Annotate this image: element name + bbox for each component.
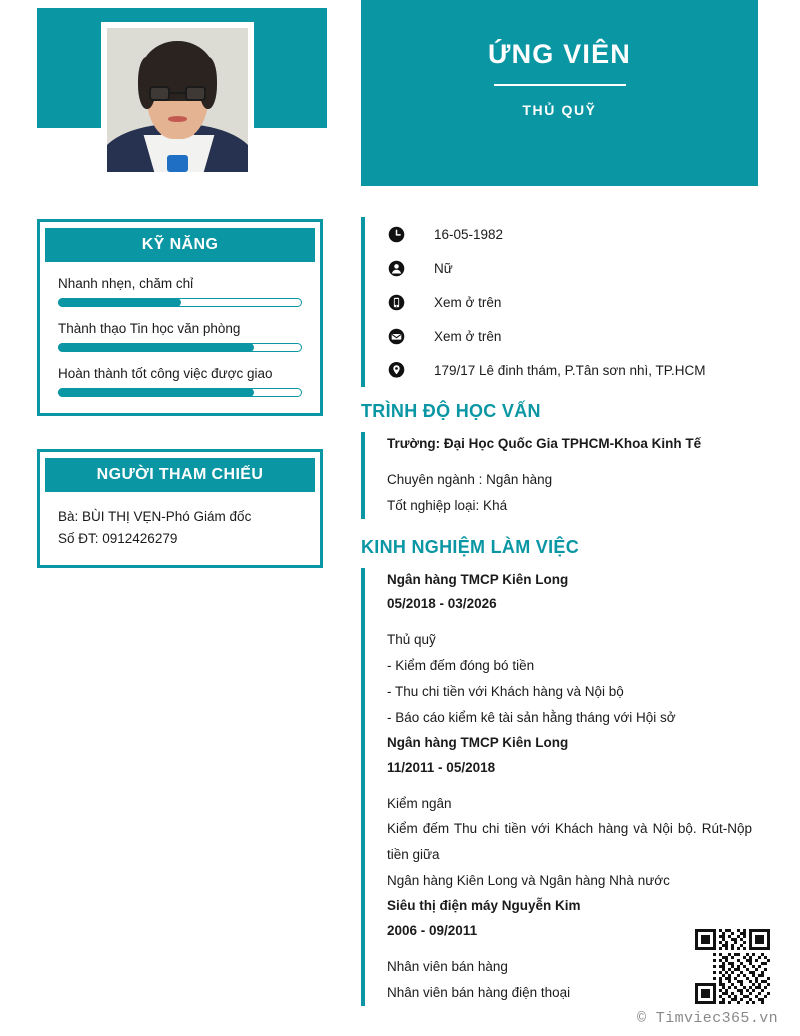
- envelope-icon: [387, 327, 405, 345]
- job-period: 05/2018 - 03/2026: [387, 596, 497, 612]
- avatar-image: [107, 28, 248, 172]
- title-divider: [494, 84, 626, 86]
- contact-row-email: [387, 319, 758, 353]
- skills-body: [40, 262, 320, 413]
- contact-value: Nữ: [434, 260, 453, 276]
- job-period: 2006 - 09/2011: [387, 923, 478, 939]
- skill-item: [58, 276, 302, 307]
- education-block: [361, 432, 758, 519]
- clock-icon: [387, 225, 405, 243]
- experience-entry: [387, 568, 758, 731]
- contact-value: Xem ở trên: [434, 294, 502, 310]
- contact-row-address: [387, 353, 758, 387]
- skill-item: [58, 321, 302, 352]
- skill-progress-track: [58, 343, 302, 352]
- job-company: Ngân hàng TMCP Kiên Long: [387, 734, 569, 750]
- job-role: Nhân viên bán hàng: [387, 958, 508, 974]
- skill-label: Hoàn thành tốt công việc được giao: [58, 366, 273, 381]
- education-major: Chuyên ngành : Ngân hàng: [387, 471, 553, 487]
- job-period: 11/2011 - 05/2018: [387, 759, 496, 775]
- watermark: © Timviec365.vn: [637, 1010, 779, 1027]
- skill-progress-track: [58, 298, 302, 307]
- job-company: Ngân hàng TMCP Kiên Long: [387, 571, 569, 587]
- contact-row-gender: [387, 251, 758, 285]
- qr-code-graphic: [695, 929, 770, 1004]
- contact-info-list: [361, 217, 758, 387]
- job-role: Kiểm ngân: [387, 795, 452, 811]
- contact-value: 179/17 Lê đinh thám, P.Tân sơn nhì, TP.HCM: [434, 362, 706, 378]
- person-icon: [387, 259, 405, 277]
- education-school: Trường: Đại Học Quốc Gia TPHCM-Khoa Kinh Tế: [387, 436, 702, 451]
- skill-progress-fill: [58, 343, 254, 352]
- experience-heading: KINH NGHIỆM LÀM VIỆC: [361, 536, 580, 557]
- references-section: [37, 449, 323, 568]
- contact-row-phone: [387, 285, 758, 319]
- skill-progress-fill: [58, 388, 254, 397]
- education-grade: Tốt nghiệp loại: Khá: [387, 497, 508, 513]
- job-duty: - Báo cáo kiểm kê tài sản hằng tháng với Hội sở: [387, 710, 676, 726]
- job-duty: Ngân hàng Kiên Long và Ngân hàng Nhà nước: [387, 873, 670, 889]
- left-column: [0, 0, 355, 1036]
- reference-name: Bà: BÙI THỊ VẸN-Phó Giám đốc: [58, 509, 252, 524]
- right-column: [361, 0, 758, 1006]
- education-heading: TRÌNH ĐỘ HỌC VẤN: [361, 401, 541, 421]
- job-role: Thủ quỹ: [387, 632, 436, 648]
- contact-value: Xem ở trên: [434, 328, 502, 344]
- job-duty: Nhân viên bán hàng điện thoại: [387, 984, 571, 1000]
- experience-entry: [387, 731, 758, 894]
- job-duty: - Thu chi tiền với Khách hàng và Nội bộ: [387, 684, 624, 700]
- reference-phone: Số ĐT: 0912426279: [58, 531, 178, 547]
- skill-item: [58, 366, 302, 397]
- avatar: [101, 22, 254, 178]
- qr-code: [695, 929, 770, 1004]
- job-duty: Kiểm đếm Thu chi tiền với Khách hàng và Nội bộ. Rút-Nộp tiền giữa: [387, 821, 752, 863]
- location-pin-icon: [387, 361, 405, 379]
- job-duty: - Kiểm đếm đóng bó tiền: [387, 658, 535, 674]
- portrait-illustration: [107, 28, 248, 172]
- skill-progress-track: [58, 388, 302, 397]
- mobile-phone-icon: [387, 293, 405, 311]
- references-heading: NGƯỜI THAM CHIẾU: [45, 458, 315, 492]
- skills-section: [37, 219, 323, 416]
- header-banner: [361, 0, 758, 186]
- job-company: Siêu thị điện máy Nguyễn Kim: [387, 898, 581, 914]
- contact-value: 16-05-1982: [434, 226, 504, 242]
- skill-label: Thành thạo Tin học văn phòng: [58, 321, 241, 336]
- skill-label: Nhanh nhẹn, chăm chỉ: [58, 276, 194, 291]
- skill-progress-fill: [58, 298, 181, 307]
- contact-row-birthdate: [387, 217, 758, 251]
- page-title: ỨNG VIÊN: [487, 39, 632, 69]
- job-title-subtitle: THỦ QUỸ: [522, 101, 597, 118]
- skills-heading: KỸ NĂNG: [45, 228, 315, 262]
- references-body: [40, 492, 320, 565]
